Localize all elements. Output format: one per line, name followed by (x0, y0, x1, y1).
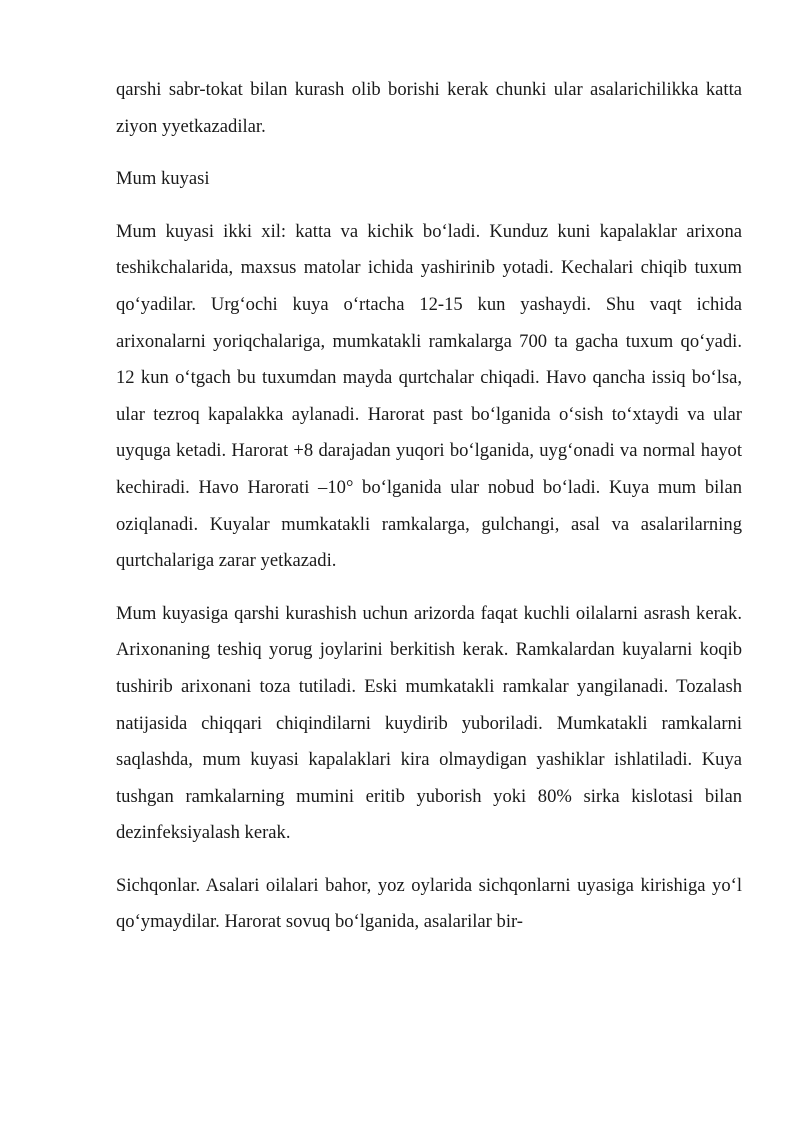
paragraph-mum-kuyasi-description: Mum kuyasi ikki xil: katta va kichik boʻladi. Kunduz kuni kapalaklar arixona teshikchalarida, maxsus matolar ichida yashirinib yotadi. Kechalari chiqib tuxum qoʻyadilar. Urgʻochi kuya oʻrtacha 12-15 kun yashaydi. Shu vaqt ichida arixonalarni yoriqchalariga, mumkatakli ramkalarga 700 ta gacha tuxum qoʻyadi. 12 kun oʻtgach bu tuxumdan mayda qurtchalar chiqadi. Havo qancha issiq boʻlsa, ular tezroq kapalakka aylanadi. Harorat past boʻlganida oʻsish toʻxtaydi va ular uyquga ketadi. Harorat +8 darajadan yuqori boʻlganida, uygʻonadi va normal hayot kechiradi. Havo Harorati –10° boʻlganida ular nobud boʻladi. Kuya mum bilan oziqlanadi. Kuyalar mumkatakli ramkalarga, gulchangi, asal va asalarilarning qurtchalariga zarar yetkazadi. (116, 220, 742, 572)
paragraph-intro-continuation: qarshi sabr-tokat bilan kurash olib borishi kerak chunki ular asalarichilikka katta ziyon yyetkazadilar. (116, 79, 742, 137)
paragraph-mum-kuyasi-control: Mum kuyasiga qarshi kurashish uchun arizorda faqat kuchli oilalarni asrash kerak. Arixonaning teshiq yorug joylarini berkitish kerak. Ramkalardan kuyalarni koqib tushirib arixonani toza tutiladi. Eski mumkatakli ramkalar yangilanadi. Tozalash natijasida chiqqari chiqindilarni kuydirib yuboriladi. Mumkatakli ramkalarni saqlashda, mum kuyasi kapalaklari kira olmaydigan yashiklar ishlatiladi. Kuya tushgan ramkalarning mumini eritib yuborish yoki 80% sirka kislotasi bilan dezinfeksiyalash kerak. (116, 602, 742, 844)
paragraph-sichqonlar: Sichqonlar. Asalari oilalari bahor, yoz oylarida sichqonlarni uyasiga kirishiga yoʻl qoʻymaydilar. Harorat sovuq boʻlganida, asalarilar bir- (116, 874, 742, 933)
section-heading-mum-kuyasi: Mum kuyasi (116, 168, 210, 190)
document-page (116, 72, 742, 957)
